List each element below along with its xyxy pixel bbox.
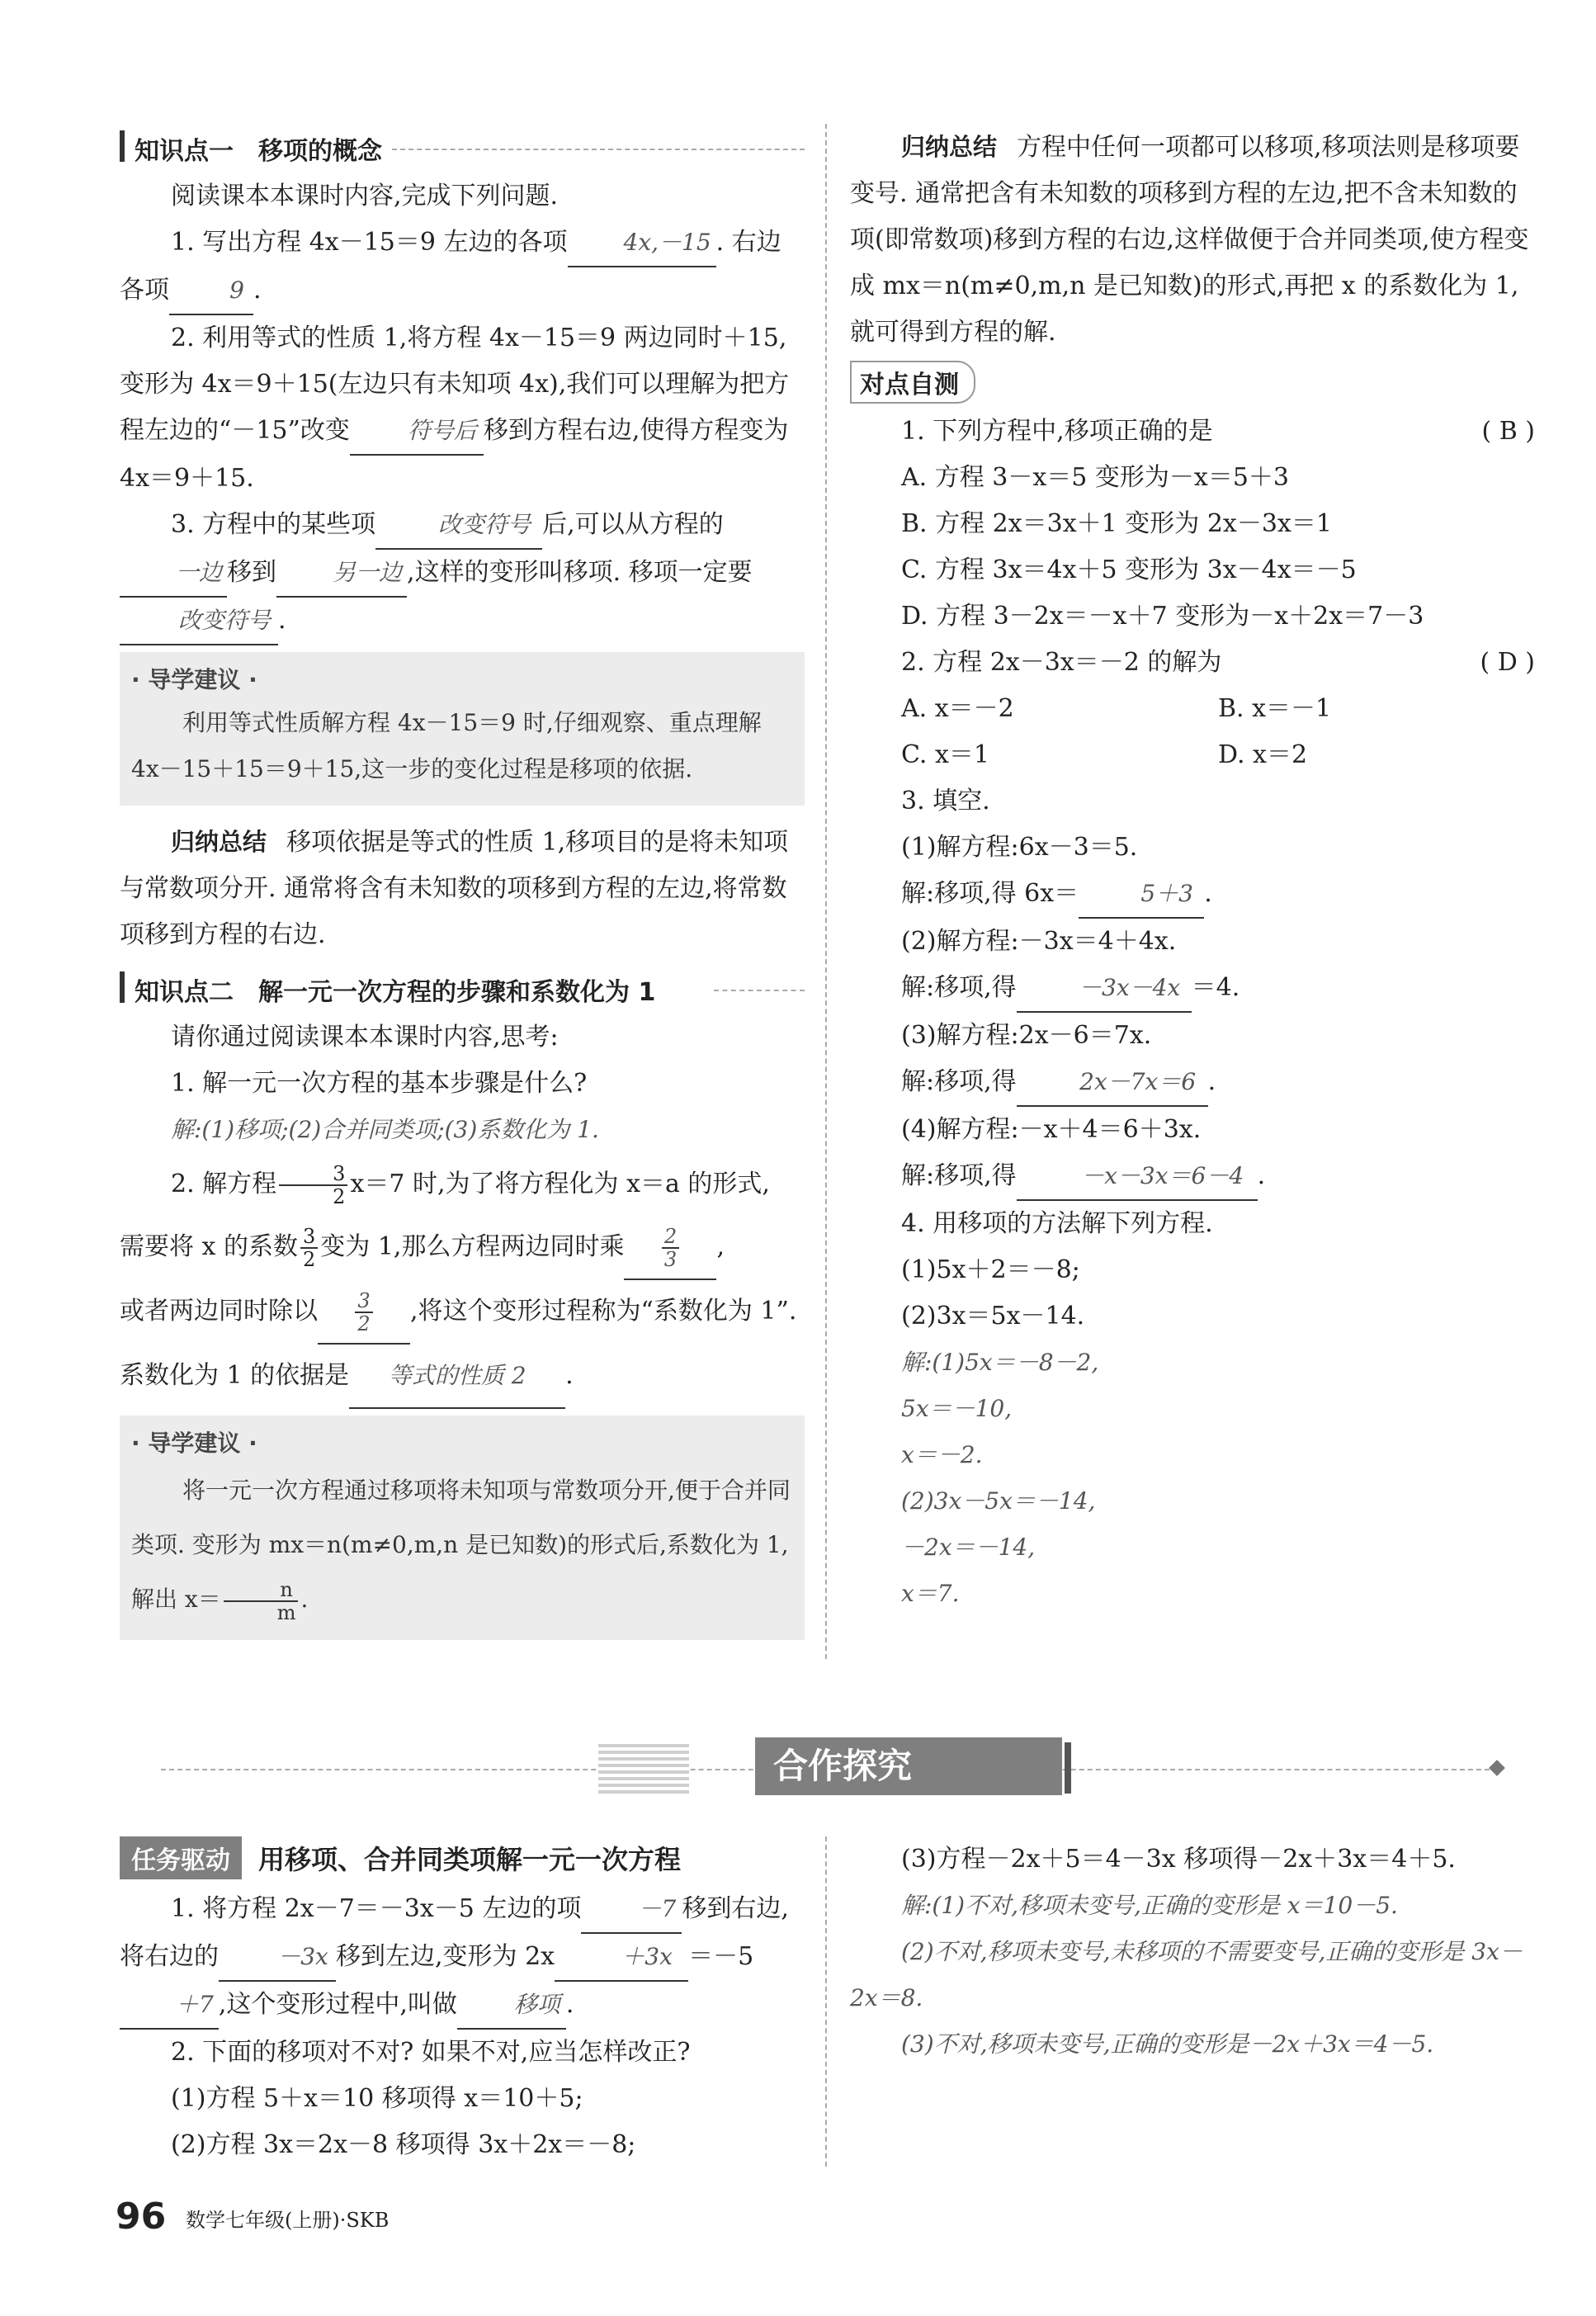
answer-blank: 9 (169, 267, 253, 315)
solution-line: 5x＝－10, (901, 1395, 1013, 1422)
solution-line: x＝－2. (901, 1441, 983, 1468)
solution-line: 解:(1)5x＝－8－2, (901, 1349, 1099, 1376)
fill-question: 3. 填空. (901, 787, 990, 815)
page-footer (116, 2195, 166, 2238)
answer-blank: 另一边 (276, 550, 407, 598)
column-divider-lower (825, 1836, 827, 2167)
guide-text: 利用等式性质解方程 4x－15＝9 时,仔细观察、重点理解 4x－15＋15＝9＋15,这一步的变化过程是移项的依据. (131, 709, 762, 782)
left-column (120, 124, 805, 1653)
task-right (850, 1836, 1535, 2068)
guide-text-2: 将一元一次方程通过移项将未知项与常数项分开,便于合并同类项. 变形为 mx＝n(m≠0,m,n 是已知数)的形式后,系数化为 1,解出 x＝ (131, 1477, 791, 1613)
task-left (120, 1836, 805, 2168)
fill-3: (3)解方程:2x－6＝7x. (901, 1021, 1152, 1050)
guide-box-2: · 导学建议 · 将一元一次方程通过移项将未知项与常数项分开,便于合并同类项. 变形为 mx＝n(m≠0,m,n 是已知数)的形式后,系数化为 1,解出 x＝ $\frac{n}{m}$ . (120, 1416, 805, 1640)
fill-3-solution: 解:移项,得 2x－7x＝6 . (850, 1059, 1535, 1107)
task-question-1: 1. 将方程 2x－7＝－3x－5 左边的项 －7 移到右边,将右边的 －3x 移到左边,变形为 2x ＋3x ＝－5＋7 ,这个变形过程中,叫做 移项 . (120, 1886, 805, 2030)
fill-2: (2)解方程:－3x＝4＋4x. (901, 927, 1177, 956)
answer-2-1: 解:(1)移项;(2)合并同类项;(3)系数化为 1. (171, 1116, 599, 1143)
task-solution: (3)不对,移项未变号,正确的变形是－2x＋3x＝4－5. (901, 2030, 1434, 2058)
answer-blank: 改变符号 (120, 598, 278, 645)
solve-2: (2)3x＝5x－14. (901, 1302, 1085, 1331)
question-2-2b: 需要将 x 的系数 $\frac{3}{2}$ 变为 1,那么方程两边同时乘 $\frac{2}{3}$ , (120, 1216, 805, 1280)
answer-blank: 一边 (120, 550, 227, 598)
task-item-2: (2)方程 3x＝2x－8 移项得 3x＋2x＝－8; (171, 2130, 636, 2159)
task-tag: 任务驱动 (120, 1836, 242, 1879)
solve-question: 4. 用移项的方法解下列方程. (901, 1209, 1213, 1238)
answer-blank: 符号后 (350, 408, 484, 456)
answer-blank: 4x,－15 (568, 220, 716, 267)
banner-title: 合作探究 (755, 1737, 1062, 1795)
fill-2-solution: 解:移项,得 －3x－4x ＝4. (850, 965, 1535, 1013)
right-column (850, 124, 1535, 1617)
summary-2: 归纳总结 方程中任何一项都可以移项,移项法则是移项要变号. 通常把含有未知数的项移到方程的左边,把不含未知数的项(即常数项)移到方程的右边,这样做便于合并同类项,使方程变成 mx＝n(m≠0,m,n 是已知数)的形式,再把 x 的系数化为 1,就可得到方程的解. (850, 133, 1529, 347)
mc-question-1: 1. 下列方程中,移项正确的是 ( B ) (901, 417, 1535, 446)
task-question-2: 2. 下面的移项对不对? 如果不对,应当怎样改正? (171, 2038, 691, 2067)
task-item-3: (3)方程－2x＋5＝4－3x 移项得－2x＋3x＝4＋5. (901, 1845, 1456, 1874)
section-heading-1: 知识点一 移项的概念 (120, 124, 805, 167)
solution-line: x＝7. (901, 1580, 960, 1607)
summary-1: 归纳总结 移项依据是等式的性质 1,移项目的是将未知项与常数项分开. 通常将含有未知数的项移到方程的左边,将常数项移到方程的右边. (120, 828, 789, 949)
guide-title: · 导学建议 · (131, 666, 257, 693)
task-title: 用移项、合并同类项解一元一次方程 (258, 1844, 682, 1875)
section-heading-2: 知识点二 解一元一次方程的步骤和系数化为 1 (120, 965, 805, 1008)
guide-title-2: · 导学建议 · (131, 1430, 257, 1457)
task-solution: 解:(1)不对,移项未变号,正确的变形是 x＝10－5. (901, 1892, 1398, 1919)
question-2: 2. 利用等式的性质 1,将方程 4x－15＝9 两边同时＋15,变形为 4x＝9＋15(左边只有未知项 4x),我们可以理解为把方程左边的“－15”改变 符号后 移到方程右边,使得方程变为 4x＝9＋15. (120, 324, 790, 493)
self-test-heading: 对点自测 (850, 361, 975, 404)
book-title: 数学七年级(上册)·SKB (186, 2209, 390, 2232)
options-row-1: A. x＝－2 B. x＝－1 (901, 694, 1332, 723)
option-b: B. 方程 2x＝3x＋1 变形为 2x－3x＝1 (901, 509, 1332, 538)
question-1: 1. 写出方程 4x－15＝9 左边的各项 4x,－15 . 右边各项 9 . (120, 220, 805, 315)
answer-blank: 等式的性质 2 (349, 1345, 565, 1409)
intro-text-2: 请你通过阅读课本本课时内容,思考: (171, 1023, 559, 1052)
fill-1-solution: 解:移项,得 6x＝ 5＋3 . (850, 871, 1535, 919)
intro-text: 阅读课本本课时内容,完成下列问题. (171, 182, 559, 210)
guide-box-1 (120, 652, 805, 806)
solution-line: (2)3x－5x＝－14, (901, 1487, 1096, 1515)
question-2-2c: 或者两边同时除以 $\frac{3}{2}$ ,将这个变形过程称为“系数化为 1”. 系数化为 1 的依据是 等式的性质 2 . (120, 1280, 805, 1409)
mc-question-2: 2. 方程 2x－3x＝－2 的解为 ( D ) (901, 648, 1535, 677)
answer-blank: 改变符号 (375, 502, 542, 550)
fill-1: (1)解方程:6x－3＝5. (901, 833, 1138, 862)
question-2-1: 1. 解一元一次方程的基本步骤是什么? (171, 1069, 588, 1098)
option-a: A. 方程 3－x＝5 变形为－x＝5＋3 (901, 463, 1289, 492)
task-solution: (2)不对,移项未变号,未移项的不需要变号,正确的变形是 3x－2x＝8. (850, 1938, 1523, 2011)
fill-4: (4)解方程:－x＋4＝6＋3x. (901, 1115, 1202, 1144)
option-d: D. 方程 3－2x＝－x＋7 变形为－x＋2x＝7－3 (901, 602, 1424, 631)
question-2-2: 2. 解方程 $\frac{3}{2}$ x＝7 时,为了将方程化为 x＝a 的形式, (171, 1162, 770, 1208)
section-banner (161, 1737, 1498, 1795)
column-divider (825, 124, 827, 1659)
question-3: 3. 方程中的某些项 改变符号 后,可以从方程的一边 移到 另一边 ,这样的变形叫移项. 移项一定要改变符号 . (120, 502, 805, 645)
fill-4-solution: 解:移项,得 －x－3x＝6－4 . (850, 1153, 1535, 1201)
solve-1: (1)5x＋2＝－8; (901, 1255, 1080, 1284)
page-number: 96 (116, 2195, 167, 2238)
task-item-1: (1)方程 5＋x＝10 移项得 x＝10＋5; (171, 2084, 583, 2113)
solution-line: －2x＝－14, (901, 1534, 1036, 1561)
options-row-2: C. x＝1 D. x＝2 (901, 740, 1308, 769)
option-c: C. 方程 3x＝4x＋5 变形为 3x－4x＝－5 (901, 555, 1357, 584)
